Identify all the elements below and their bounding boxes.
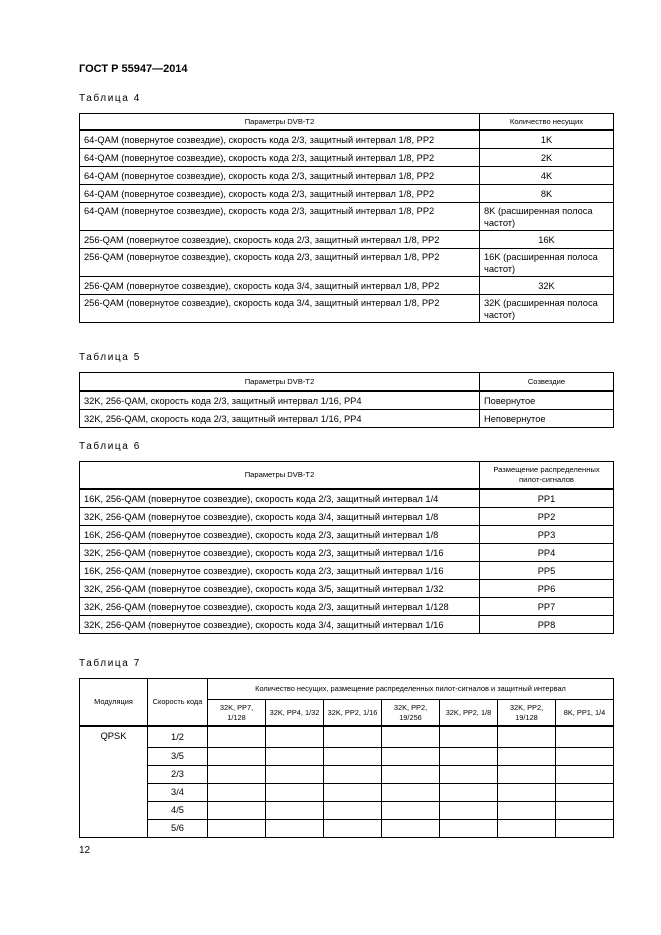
table5-value-cell: Неповернутое xyxy=(480,410,614,428)
table4-value-cell: 8K xyxy=(480,185,614,203)
table7-modulation-cell xyxy=(80,783,148,801)
table6-params-cell: 32K, 256-QAM (повернутое созвездие), скорость кода 2/3, защитный интервал 1/128 xyxy=(80,598,480,616)
table6-value-cell: PP8 xyxy=(480,616,614,634)
table7-empty-cell xyxy=(324,765,382,783)
table7-empty-cell xyxy=(440,819,498,837)
table7-rate-cell: 3/4 xyxy=(148,783,208,801)
table7-subheader: 32K, PP4, 1/32 xyxy=(266,700,324,727)
table-7 xyxy=(79,678,614,838)
table6-header-value: Размещение распределенных пилот-сигналов xyxy=(480,462,614,490)
table6-value-cell: PP7 xyxy=(480,598,614,616)
table6-value-cell: PP2 xyxy=(480,508,614,526)
table-row xyxy=(80,616,614,634)
table7-empty-cell xyxy=(208,747,266,765)
table7-rate-cell: 5/6 xyxy=(148,819,208,837)
table7-empty-cell xyxy=(324,783,382,801)
table-row xyxy=(80,130,614,149)
table6-value-cell: PP4 xyxy=(480,544,614,562)
table7-rate-cell: 1/2 xyxy=(148,726,208,747)
table7-empty-cell xyxy=(382,783,440,801)
table7-empty-cell xyxy=(498,801,556,819)
table4-params-cell: 256-QAM (повернутое созвездие), скорость кода 2/3, защитный интервал 1/8, PP2 xyxy=(80,249,480,277)
table-row xyxy=(80,391,614,410)
table6-params-cell: 32K, 256-QAM (повернутое созвездие), скорость кода 2/3, защитный интервал 1/16 xyxy=(80,544,480,562)
table7-empty-cell xyxy=(556,783,614,801)
table-row xyxy=(80,801,614,819)
table7-modulation-cell xyxy=(80,765,148,783)
table7-header-group: Количество несущих, размещение распределенных пилот-сигналов и защитный интервал xyxy=(208,679,614,700)
table6-value-cell: PP6 xyxy=(480,580,614,598)
table7-modulation-cell xyxy=(80,801,148,819)
table6-header-params: Параметры DVB-T2 xyxy=(80,462,480,490)
table7-empty-cell xyxy=(556,819,614,837)
table-6 xyxy=(79,461,614,634)
standard-designation: ГОСТ Р 55947—2014 xyxy=(79,63,188,75)
table7-empty-cell xyxy=(324,726,382,747)
table7-subheader: 32K, PP2, 1/8 xyxy=(440,700,498,727)
table7-empty-cell xyxy=(208,819,266,837)
table4-value-cell: 16K (расширенная полоса частот) xyxy=(480,249,614,277)
table4-params-cell: 64-QAM (повернутое созвездие), скорость кода 2/3, защитный интервал 1/8, PP2 xyxy=(80,203,480,231)
table-row xyxy=(80,203,614,231)
table7-empty-cell xyxy=(382,819,440,837)
table6-params-cell: 16K, 256-QAM (повернутое созвездие), скорость кода 2/3, защитный интервал 1/4 xyxy=(80,489,480,508)
table7-empty-cell xyxy=(556,801,614,819)
table5-header-params: Параметры DVB-T2 xyxy=(80,373,480,392)
table6-params-cell: 32K, 256-QAM (повернутое созвездие), скорость кода 3/4, защитный интервал 1/8 xyxy=(80,508,480,526)
table7-empty-cell xyxy=(556,726,614,747)
table7-modulation-cell xyxy=(80,819,148,837)
table7-empty-cell xyxy=(208,765,266,783)
table7-empty-cell xyxy=(324,747,382,765)
table7-empty-cell xyxy=(324,819,382,837)
table-row xyxy=(80,231,614,249)
table4-header-params: Параметры DVB-T2 xyxy=(80,114,480,131)
table4-params-cell: 64-QAM (повернутое созвездие), скорость кода 2/3, защитный интервал 1/8, PP2 xyxy=(80,130,480,149)
table7-empty-cell xyxy=(440,765,498,783)
table7-caption: Таблица 7 xyxy=(79,658,141,669)
table-row xyxy=(80,580,614,598)
table6-params-cell: 32K, 256-QAM (повернутое созвездие), скорость кода 3/5, защитный интервал 1/32 xyxy=(80,580,480,598)
table7-empty-cell xyxy=(208,726,266,747)
table-row xyxy=(80,544,614,562)
table6-params-cell: 32K, 256-QAM (повернутое созвездие), скорость кода 3/4, защитный интервал 1/16 xyxy=(80,616,480,634)
table7-subheader: 32K, PP2, 19/256 xyxy=(382,700,440,727)
table-row xyxy=(80,249,614,277)
table4-value-cell: 32K xyxy=(480,277,614,295)
table-row xyxy=(80,783,614,801)
table7-rate-cell: 3/5 xyxy=(148,747,208,765)
table-row xyxy=(80,562,614,580)
table4-params-cell: 64-QAM (повернутое созвездие), скорость кода 2/3, защитный интервал 1/8, PP2 xyxy=(80,149,480,167)
table7-empty-cell xyxy=(498,726,556,747)
table-row xyxy=(80,295,614,323)
table7-empty-cell xyxy=(324,801,382,819)
table7-empty-cell xyxy=(382,747,440,765)
table7-empty-cell xyxy=(382,726,440,747)
table-row xyxy=(80,489,614,508)
table5-value-cell: Повернутое xyxy=(480,391,614,410)
table7-empty-cell xyxy=(556,747,614,765)
table-row xyxy=(80,508,614,526)
table6-caption: Таблица 6 xyxy=(79,441,141,452)
table7-subheader: 32K, PP2, 1/16 xyxy=(324,700,382,727)
table5-caption: Таблица 5 xyxy=(79,352,141,363)
table4-params-cell: 256-QAM (повернутое созвездие), скорость кода 2/3, защитный интервал 1/8, PP2 xyxy=(80,231,480,249)
table4-caption: Таблица 4 xyxy=(79,93,141,104)
table4-params-cell: 256-QAM (повернутое созвездие), скорость кода 3/4, защитный интервал 1/8, PP2 xyxy=(80,277,480,295)
table7-empty-cell xyxy=(208,783,266,801)
table7-subheader: 32K, PP7, 1/128 xyxy=(208,700,266,727)
table7-empty-cell xyxy=(440,726,498,747)
table7-header-modulation: Модуляция xyxy=(80,679,148,727)
table-row xyxy=(80,526,614,544)
table7-empty-cell xyxy=(440,801,498,819)
table4-params-cell: 64-QAM (повернутое созвездие), скорость кода 2/3, защитный интервал 1/8, PP2 xyxy=(80,167,480,185)
table7-empty-cell xyxy=(266,747,324,765)
table7-rate-cell: 4/5 xyxy=(148,801,208,819)
table5-header-value: Созвездие xyxy=(480,373,614,392)
table6-value-cell: PP5 xyxy=(480,562,614,580)
table7-rate-cell: 2/3 xyxy=(148,765,208,783)
table4-params-cell: 256-QAM (повернутое созвездие), скорость кода 3/4, защитный интервал 1/8, PP2 xyxy=(80,295,480,323)
table-row xyxy=(80,410,614,428)
table7-empty-cell xyxy=(498,747,556,765)
table7-header-rate: Скорость кода xyxy=(148,679,208,727)
table7-subheader: 8K, PP1, 1/4 xyxy=(556,700,614,727)
table4-value-cell: 2K xyxy=(480,149,614,167)
table7-empty-cell xyxy=(208,801,266,819)
table4-value-cell: 8K (расширенная полоса частот) xyxy=(480,203,614,231)
table4-header-value: Количество несущих xyxy=(480,114,614,131)
table7-empty-cell xyxy=(382,801,440,819)
table-row xyxy=(80,185,614,203)
table7-empty-cell xyxy=(266,801,324,819)
table7-empty-cell xyxy=(266,765,324,783)
table-row xyxy=(80,167,614,185)
table-row xyxy=(80,598,614,616)
table-row xyxy=(80,819,614,837)
table-5 xyxy=(79,372,614,428)
table5-params-cell: 32K, 256-QAM, скорость кода 2/3, защитный интервал 1/16, PP4 xyxy=(80,410,480,428)
table-4 xyxy=(79,113,614,323)
table4-value-cell: 4K xyxy=(480,167,614,185)
table7-empty-cell xyxy=(266,819,324,837)
table7-modulation-cell xyxy=(80,747,148,765)
table7-empty-cell xyxy=(556,765,614,783)
table7-empty-cell xyxy=(382,765,440,783)
table7-empty-cell xyxy=(440,747,498,765)
table7-empty-cell xyxy=(498,783,556,801)
table6-value-cell: PP1 xyxy=(480,489,614,508)
table7-empty-cell xyxy=(498,765,556,783)
table7-modulation-cell: QPSK xyxy=(80,726,148,747)
table6-params-cell: 16K, 256-QAM (повернутое созвездие), скорость кода 2/3, защитный интервал 1/8 xyxy=(80,526,480,544)
table4-value-cell: 1K xyxy=(480,130,614,149)
table7-empty-cell xyxy=(498,819,556,837)
table6-value-cell: PP3 xyxy=(480,526,614,544)
table7-empty-cell xyxy=(440,783,498,801)
table7-subheader: 32K, PP2, 19/128 xyxy=(498,700,556,727)
table7-empty-cell xyxy=(266,783,324,801)
table-row xyxy=(80,277,614,295)
table-row xyxy=(80,726,614,747)
table4-params-cell: 64-QAM (повернутое созвездие), скорость кода 2/3, защитный интервал 1/8, PP2 xyxy=(80,185,480,203)
page-number: 12 xyxy=(79,845,91,856)
table-row xyxy=(80,747,614,765)
table4-value-cell: 32K (расширенная полоса частот) xyxy=(480,295,614,323)
table7-empty-cell xyxy=(266,726,324,747)
table4-value-cell: 16K xyxy=(480,231,614,249)
table6-params-cell: 16K, 256-QAM (повернутое созвездие), скорость кода 2/3, защитный интервал 1/16 xyxy=(80,562,480,580)
table5-params-cell: 32K, 256-QAM, скорость кода 2/3, защитный интервал 1/16, PP4 xyxy=(80,391,480,410)
table-row xyxy=(80,149,614,167)
table-row xyxy=(80,765,614,783)
